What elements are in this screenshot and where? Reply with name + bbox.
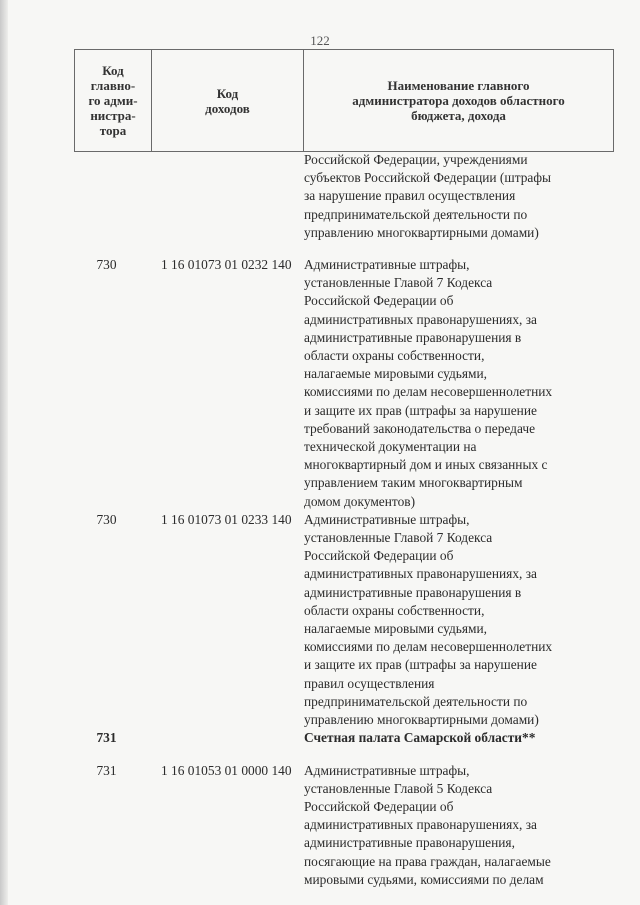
admin-code-cell: 731 — [96, 730, 117, 746]
name-line: области охраны собственности, — [304, 348, 485, 364]
name-line: многоквартирный дом и иных связанных с — [304, 457, 548, 473]
name-line: установленные Главой 7 Кодекса — [304, 530, 493, 546]
name-line: административные правонарушения в — [304, 584, 522, 600]
name-line: административных правонарушениях, за — [304, 311, 537, 327]
name-line: Административные штрафы, — [304, 511, 470, 527]
name-line: Административные штрафы, — [304, 257, 470, 273]
page-number: 122 — [310, 33, 330, 48]
admin-code-cell: 730 — [96, 511, 117, 527]
name-line: предпринимательской деятельности по — [304, 206, 528, 222]
name-line: налагаемые мировыми судьями, — [304, 621, 488, 637]
name-line: управлению многоквартирными домами) — [304, 224, 539, 240]
name-line: Российской Федерации, учреждениями — [304, 152, 528, 167]
name-line: технической документации на — [304, 439, 477, 455]
name-line: управлению многоквартирными домами) — [304, 712, 539, 728]
table-body — [74, 151, 612, 889]
table-row — [74, 511, 612, 729]
name-line: посягающие на права граждан, налагаемые — [304, 853, 551, 869]
name-line: Российской Федерации об — [304, 293, 454, 309]
name-line: и защите их прав (штрафы за нарушение — [304, 402, 537, 418]
income-code-cell: 1 16 01053 01 0000 140 — [161, 762, 292, 778]
name-line: мировыми судьями, комиссиями по делам — [304, 871, 544, 887]
table-row — [74, 762, 612, 889]
header-name: Наименование главного администратора доходов областного бюджета, дохода — [352, 78, 565, 123]
name-line: правил осуществления — [304, 675, 435, 691]
name-line: требований законодательства о передаче — [304, 420, 536, 436]
income-code-cell — [151, 151, 303, 242]
name-line: домом документов) — [304, 493, 416, 509]
admin-code-cell: 730 — [96, 257, 117, 273]
name-line: административных правонарушениях, за — [304, 566, 537, 582]
name-line: Административные штрафы, — [304, 762, 470, 778]
name-line: административные правонарушения в — [304, 329, 522, 345]
admin-code-cell: 731 — [96, 762, 117, 778]
table-row — [74, 151, 612, 242]
table-row — [74, 256, 612, 511]
header-admin-code: Код главно- го адми- нистра- тора — [75, 50, 152, 151]
name-line: субъектов Российской Федерации (штрафы — [304, 170, 552, 186]
name-line: комиссиями по делам несовершеннолетних — [304, 384, 553, 400]
header-income-code: Код доходов — [152, 50, 304, 151]
admin-code-cell — [74, 151, 151, 242]
name-line: установленные Главой 7 Кодекса — [304, 275, 493, 291]
name-line: Российской Федерации об — [304, 548, 454, 564]
name-line: комиссиями по делам несовершеннолетних — [304, 639, 553, 655]
table-header — [74, 49, 614, 152]
name-line: и защите их прав (штрафы за нарушение — [304, 657, 537, 673]
name-line: за нарушение правил осуществления — [304, 188, 516, 204]
income-code-cell: 1 16 01073 01 0233 140 — [161, 511, 292, 527]
name-line: административных правонарушениях, за — [304, 817, 537, 833]
name-line: Счетная палата Самарской области** — [304, 730, 536, 746]
scan-left-edge — [0, 0, 8, 905]
name-cell — [303, 151, 612, 242]
name-cell — [303, 256, 612, 511]
name-line: управлением таким многоквартирным — [304, 475, 523, 491]
name-line: налагаемые мировыми судьями, — [304, 366, 488, 382]
income-code-cell — [151, 729, 303, 747]
name-line: области охраны собственности, — [304, 602, 485, 618]
name-cell — [303, 729, 612, 747]
name-cell — [303, 511, 612, 729]
name-line: установленные Главой 5 Кодекса — [304, 780, 493, 796]
name-line: Российской Федерации об — [304, 798, 454, 814]
name-line: административные правонарушения, — [304, 835, 515, 851]
table-row — [74, 729, 612, 747]
name-line: предпринимательской деятельности по — [304, 693, 528, 709]
income-code-cell: 1 16 01073 01 0232 140 — [161, 257, 292, 273]
name-cell — [303, 762, 612, 889]
